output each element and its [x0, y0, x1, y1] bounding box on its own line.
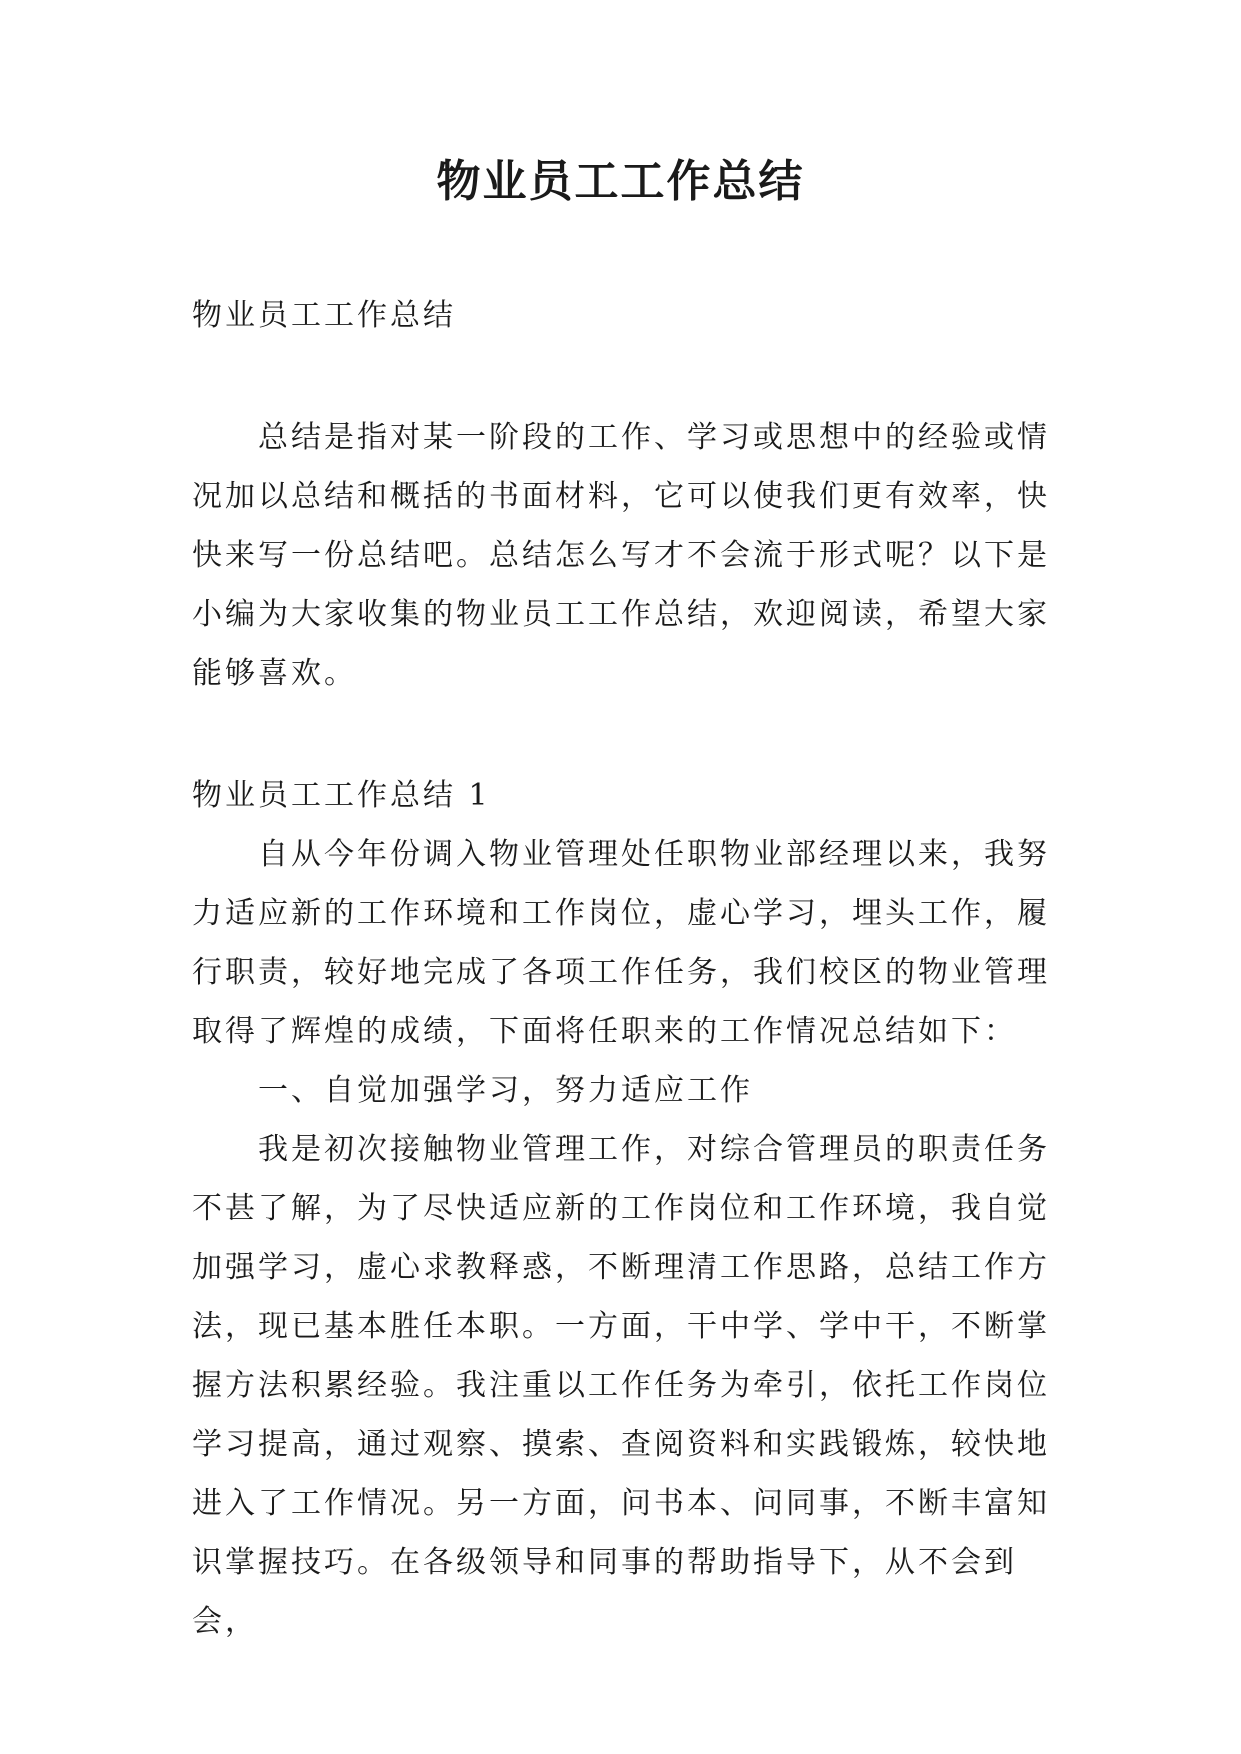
body-paragraph-1: 自从今年份调入物业管理处任职物业部经理以来，我努力适应新的工作环境和工作岗位，虚心学习，埋头工作，履行职责，较好地完成了各项工作任务，我们校区的物业管理取得了辉煌的成绩，下面将任职来的工作情况总结如下： — [192, 837, 1050, 1049]
subheading: 物业员工工作总结 — [192, 298, 456, 333]
document-title: 物业员工工作总结 — [436, 156, 805, 207]
body-paragraph-2: 我是初次接触物业管理工作，对综合管理员的职责任务不甚了解，为了尽快适应新的工作岗位和工作环境，我自觉加强学习，虚心求教释惑，不断理清工作思路，总结工作方法，现已基本胜任本职。一方面，干中学、学中干，不断掌握方法积累经验。我注重以工作任务为牵引，依托工作岗位学习提高，通过观察、摸索、查阅资料和实践锻炼，较快地进入了工作情况。另一方面，问书本、问同事，不断丰富知识掌握技巧。在各级领导和同事的帮助指导下，从不会到会， — [192, 1132, 1050, 1639]
intro-paragraph: 总结是指对某一阶段的工作、学习或思想中的经验或情况加以总结和概括的书面材料，它可以使我们更有效率，快快来写一份总结吧。总结怎么写才不会流于形式呢？以下是小编为大家收集的物业员工工作总结，欢迎阅读，希望大家能够喜欢。 — [192, 420, 1050, 691]
document-body — [192, 286, 1052, 1651]
section-point-1: 一、自觉加强学习，努力适应工作 — [258, 1073, 753, 1108]
section-title: 物业员工工作总结 1 — [192, 778, 491, 813]
